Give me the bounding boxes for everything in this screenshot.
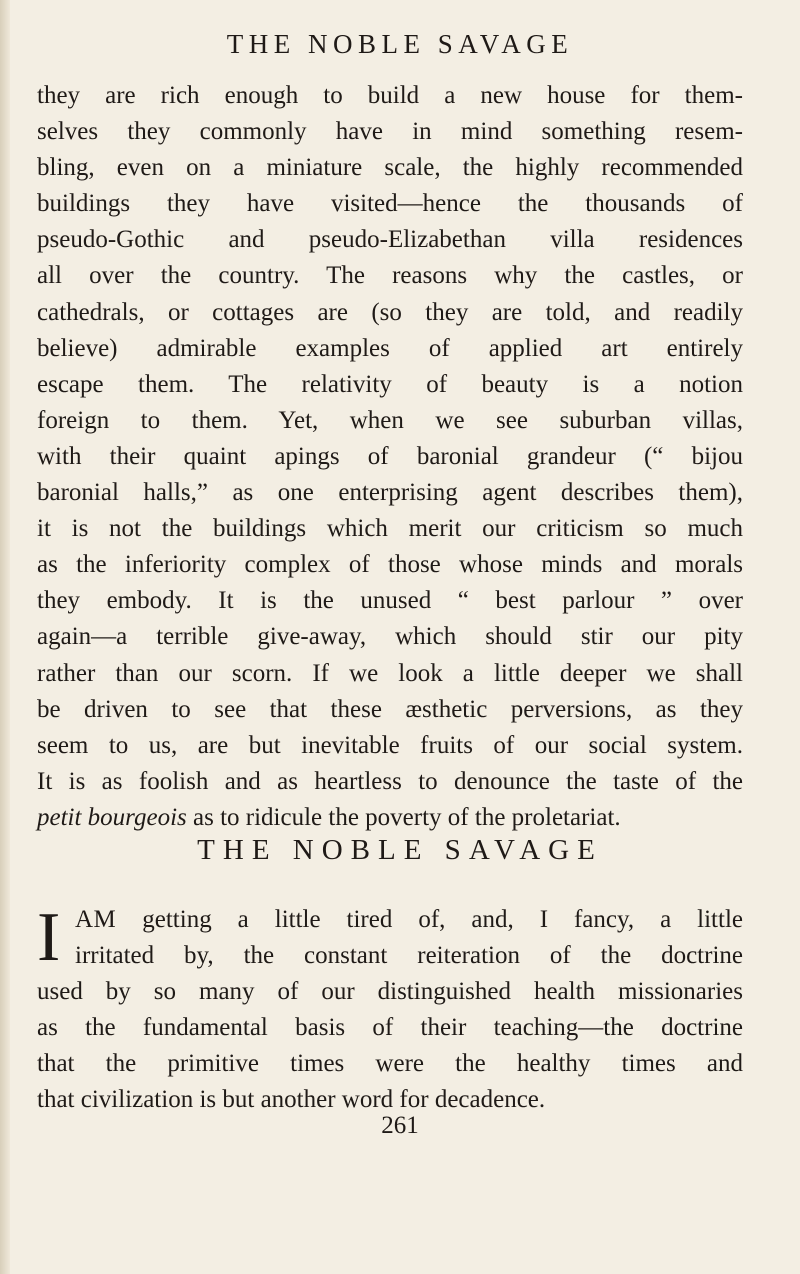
text-line: rather than our scorn. If we look a little deeper we shall (37, 659, 743, 687)
text-line-second: irritated by, the constant reiteration of the doctrine (75, 942, 743, 970)
drop-cap: I (37, 899, 61, 976)
text-line-rest: getting a little tired of, and, I fancy, a little (116, 906, 743, 933)
text-line: escape them. The relativity of beauty is a notion (37, 370, 743, 398)
text-line-rest: as to ridicule the poverty of the proletariat. (186, 803, 621, 831)
text-line: It is as foolish and as heartless to denounce the taste of the (37, 767, 743, 795)
section-title: THE NOBLE SAVAGE (197, 834, 603, 866)
text-line-last: that civilization is but another word for decadence. (37, 1086, 546, 1114)
text-line: believe) admirable examples of applied art entirely (37, 334, 743, 362)
text-line: they are rich enough to build a new house for them- (37, 82, 743, 109)
paragraph-1 (37, 78, 743, 836)
page-number: 261 (381, 1112, 419, 1139)
text-line: again—a terrible give-away, which should stir our pity (37, 623, 743, 651)
text-line-last (37, 800, 743, 836)
text-line: with their quaint apings of baronial grandeur (“ bijou (37, 442, 743, 470)
opening-caps: AM (75, 906, 117, 933)
text-line: it is not the buildings which merit our criticism so much (37, 515, 743, 543)
text-line: be driven to see that these æsthetic perversions, as they (37, 695, 743, 723)
running-head: THE NOBLE SAVAGE (226, 29, 574, 59)
text-line-first (37, 902, 743, 938)
text-line: pseudo-Gothic and pseudo-Elizabethan villa residences (37, 226, 743, 254)
text-line: all over the country. The reasons why the castles, or (37, 262, 743, 290)
text-line: seem to us, are but inevitable fruits of our social system. (37, 731, 743, 759)
text-line: buildings they have visited—hence the thousands of (37, 190, 743, 218)
text-line: selves they commonly have in mind something resem- (37, 118, 743, 146)
text-line: as the fundamental basis of their teaching—the doctrine (37, 1014, 743, 1042)
italic-phrase: petit bourgeois (37, 803, 187, 831)
page-edge (0, 0, 10, 1274)
text-line: foreign to them. Yet, when we see suburban villas, (37, 406, 743, 434)
text-line: bling, even on a miniature scale, the highly recommended (37, 154, 743, 182)
text-line: baronial halls,” as one enterprising agent describes them), (37, 479, 743, 507)
text-line: that the primitive times were the healthy times and (37, 1050, 743, 1078)
text-line: used by so many of our distinguished health missionaries (37, 978, 743, 1006)
paragraph-2 (37, 899, 743, 1119)
text-line: as the inferiority complex of those whose minds and morals (37, 551, 743, 579)
text-line: cathedrals, or cottages are (so they are told, and readily (37, 298, 743, 326)
text-line: they embody. It is the unused “ best parlour ” over (37, 587, 743, 615)
